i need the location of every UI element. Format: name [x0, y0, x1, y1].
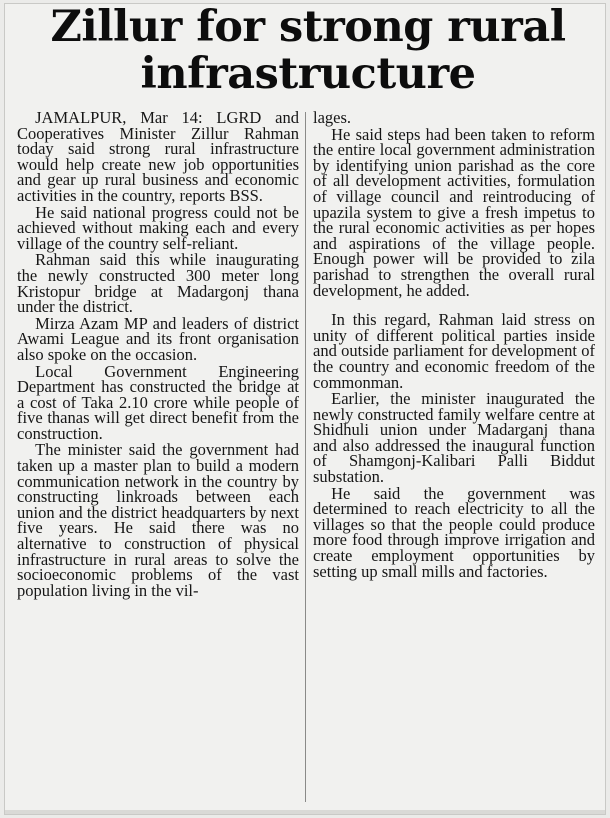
article-column-left	[17, 110, 299, 598]
bottom-rule	[5, 810, 605, 814]
paragraph: He said national progress could not be achieved without making each and every village of the country self-reliant.	[17, 202, 299, 253]
paragraph: He said the government was determined to reach electricity to all the villages so that the people could produce more food through improve irrigation and create employment opportunities by setting up small mills and factories.	[313, 483, 595, 581]
paragraph: He said steps had been taken to reform the entire local government administration by identifying union parishad as the core of all development activities, formulation of village council and reintroducing of upazila system to give a fresh impetus to the rural economic activities as per hopes and aspirations of the village people. Enough power will be provided to zila parishad to strengthen the overall rural development, he added.	[313, 124, 595, 300]
column-divider	[305, 112, 306, 802]
paragraph: Earlier, the minister inaugurated the newly constructed family welfare centre at Shidhuli union under Madarganj thana and also addressed the inaugural function of Shamgonj-Kalibari Palli Biddut substation.	[313, 389, 595, 487]
paragraph: The minister said the government had taken up a master plan to build a modern communication network in the country by constructing linkroads between each union and the district headquarters by next five years. He said there was no alternative to construction of physical infrastructure in rural areas to solve the socioeconomic problems of the vast population living in the vil-	[17, 440, 299, 600]
article-column-right	[313, 110, 595, 579]
paragraph: JAMALPUR, Mar 14: LGRD and Cooperatives Minister Zillur Rahman today said strong rural infrastructure would help create new job opportunities and gear up rural business and economic activities in the country, reports BSS.	[17, 108, 299, 205]
paragraph: lages.	[313, 108, 352, 127]
paragraph: In this regard, Rahman laid stress on unity of different political parties inside and outside parliament for development of the country and economic freedom of the commonman.	[313, 310, 595, 392]
newspaper-clipping	[4, 3, 606, 815]
paragraph: Local Government Engineering Department has constructed the bridge at a cost of Taka 2.10 crore while people of five thanas will get direct benefit from the construction.	[17, 361, 299, 443]
paragraph: Rahman said this while inaugurating the newly constructed 300 meter long Kristopur bridge at Madargonj thana under the district.	[17, 250, 299, 317]
paragraph: Mirza Azam MP and leaders of district Awami League and its front organisation also spoke on the occasion.	[17, 313, 299, 364]
headline: Zillur for strong rural infrastructure	[50, 3, 566, 99]
